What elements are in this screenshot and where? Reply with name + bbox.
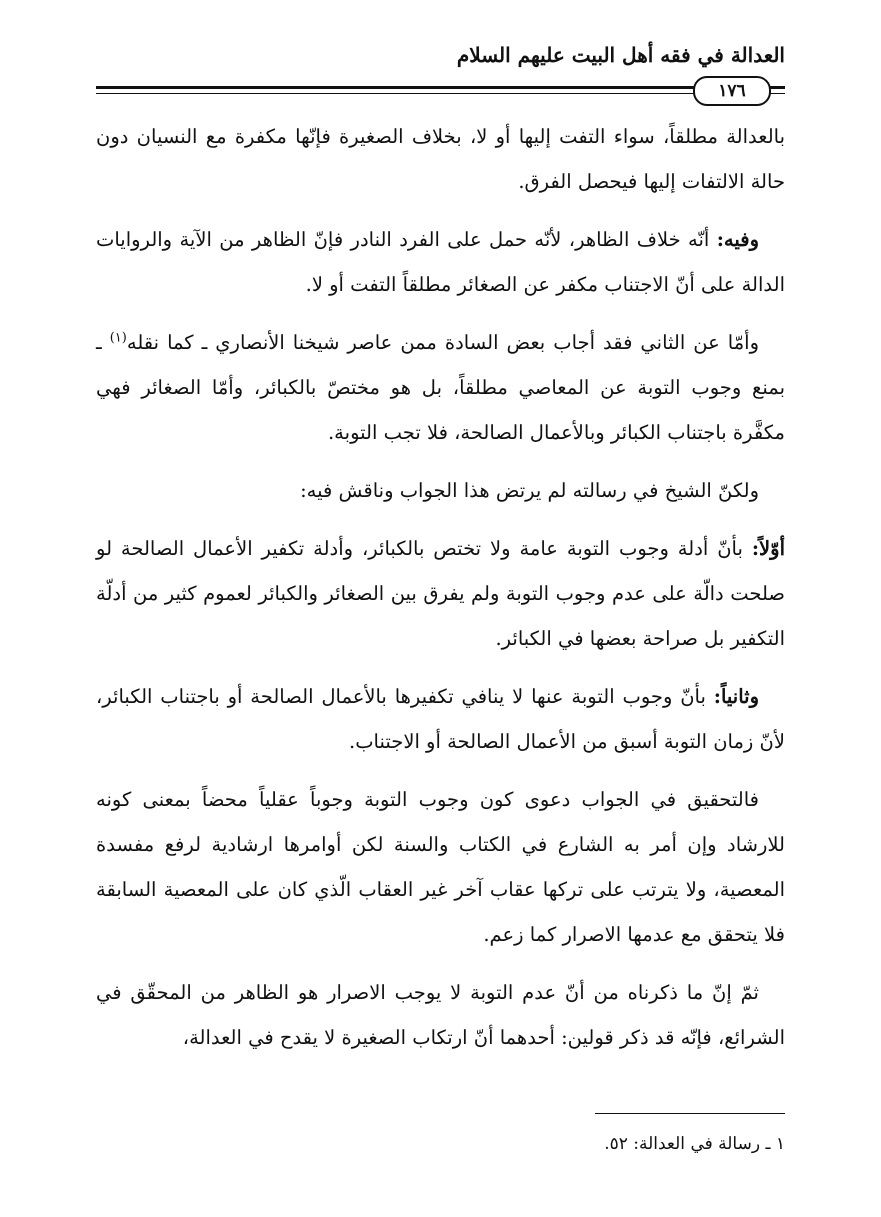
paragraph-4-text: ولكنّ الشيخ في رسالته لم يرتض هذا الجواب وناقش فيه: [300,479,759,502]
paragraph-5-text: بأنّ أدلة وجوب التوبة عامة ولا تختص بالكبائر، وأدلة تكفير الأعمال الصالحة لو صلحت دالّة على عدم وجوب التوبة ولم يفرق بين الصغائر والكبائر لعموم كثير من أدلّة التكفير بل صراحة بعضها في الكبائر. [96,537,785,650]
paragraph-2-text: أنّه خلاف الظاهر، لأنّه حمل على الفرد النادر فإنّ الظاهر من الآية والروايات الدالة على أنّ الاجتناب مكفر عن الصغائر مطلقاً التفت أو لا. [96,228,785,296]
paragraph-4 [96,468,785,513]
paragraph-7 [96,777,785,957]
paragraph-2 [96,217,785,307]
header-rule-thick [96,86,785,89]
page-number: ١٧٦ [693,76,771,106]
paragraph-6-text: بأنّ وجوب التوبة عنها لا ينافي تكفيرها بالأعمال الصالحة أو باجتناب الكبائر، لأنّ زمان التوبة أسبق من الأعمال الصالحة أو الاجتناب. [96,685,785,753]
footnote-separator [595,1113,785,1114]
paragraph-1-text: بالعدالة مطلقاً، سواء التفت إليها أو لا، بخلاف الصغيرة فإنّها مكفرة مع النسيان دون حالة الالتفات إليها فيحصل الفرق. [96,125,785,193]
paragraph-7-text: فالتحقيق في الجواب دعوى كون وجوب التوبة وجوباً عقلياً محضاً بمعنى كونه للارشاد وإن أمر به الشارع في الكتاب والسنة لكن أوامرها ارشادية لرفع مفسدة المعصية، ولا يترتب على تركها عقاب آخر غير العقاب الّذي كان على المعصية السابقة فلا يتحقق مع عدمها الاصرار كما زعم. [96,788,785,946]
paragraph-1 [96,114,785,204]
paragraph-3-text-a: وأمّا عن الثاني فقد أجاب بعض السادة ممن عاصر شيخنا الأنصاري ـ كما نقله [126,331,759,354]
paragraph-5 [96,526,785,661]
footnote: ١ ـ رسالة في العدالة: ٥٢. [604,1134,785,1154]
paragraph-8 [96,970,785,1060]
body-text [96,114,785,1073]
paragraph-6 [96,674,785,764]
header-rule-thin [96,93,785,94]
paragraph-8-text: ثمّ إنّ ما ذكرناه من أنّ عدم التوبة لا يوجب الاصرار هو الظاهر من المحقّق في الشرائع، فإنّه قد ذكر قولين: أحدهما أنّ ارتكاب الصغيرة لا يقدح في العدالة، [96,981,785,1049]
running-title: العدالة في فقه أهل البيت عليهم السلام [456,43,785,67]
footnote-reference[interactable]: (١) [109,330,127,346]
paragraph-2-lead: وفيه: [716,228,759,251]
paragraph-5-lead: أوّلاً: [751,537,785,560]
paragraph-3-text-b: ـ بمنع وجوب التوبة عن المعاصي مطلقاً، بل هو مختصّ بالكبائر، وأمّا الصغائر فهي مكفَّرة باجتناب الكبائر وبالأعمال الصالحة، فلا تجب التوبة. [96,331,785,444]
paragraph-6-lead: وثانياً: [713,685,759,708]
paragraph-3 [96,320,785,455]
